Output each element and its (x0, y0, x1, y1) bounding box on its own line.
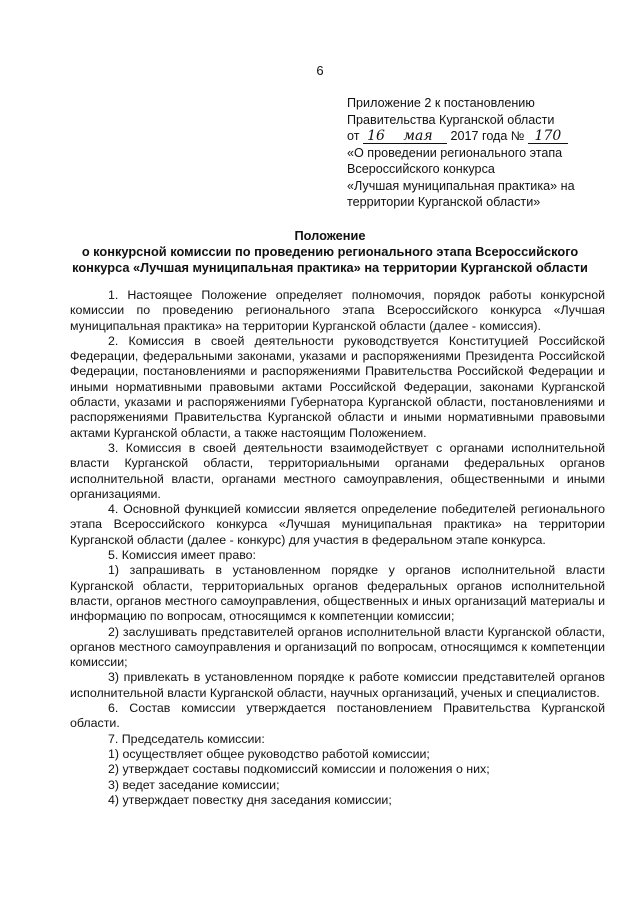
paragraph-5-item-1: 1) запрашивать в установленном порядке у органов исполнительной власти Курганской области, территориальных органов федеральных органов исполнительной власти, органов местного самоуправления, общественных и иных организаций материалы и информацию по вопросам, относящимся к компетенции комиссии; (70, 563, 605, 624)
date-prefix: от (347, 129, 360, 143)
title-line-1: Положение (294, 228, 366, 243)
date-day-handwritten: 16 (363, 130, 389, 144)
appendix-subject-3: «Лучшая муниципальная практика» на (347, 178, 575, 193)
document-title (60, 228, 600, 276)
paragraph-7-item-1: 1) осуществляет общее руководство работой комиссии; (108, 746, 430, 761)
appendix-date-line (347, 128, 627, 145)
paragraph-7-item-3: 3) ведет заседание комиссии; (108, 777, 280, 792)
paragraph-5: 5. Комиссия имеет право: (108, 548, 256, 563)
paragraph-5-item-2: 2) заслушивать представителей органов исполнительной власти Курганской области, органов местного самоуправления и организаций по вопросам, относящимся к компетенции комиссии; (70, 624, 605, 670)
paragraph-3: 3. Комиссия в своей деятельности взаимодействует с органами исполнительной власти Курганской области, территориальными органами федеральных органов исполнительной власти, органами местного самоуправления, общественными и иными организациями. (70, 440, 605, 501)
page-number: 6 (316, 63, 324, 78)
title-line-2: о конкурсной комиссии по проведению регионального этапа Всероссийского (81, 244, 579, 259)
paragraph-1: 1. Настоящее Положение определяет полномочия, порядок работы конкурсной комиссии по проведению регионального этапа Всероссийского конкурса «Лучшая муниципальная практика» на территории Курганской области (далее - комиссия). (70, 288, 605, 333)
paragraph-4: 4. Основной функцией комиссии является определение победителей регионального этапа Всероссийского конкурса «Лучшая муниципальная практика» на территории Курганской области (далее - конкурс) для участия в федеральном этапе конкурса. (70, 502, 605, 547)
appendix-subject-2: Всероссийского конкурса (347, 162, 495, 176)
document-number-handwritten: 170 (528, 130, 568, 144)
paragraph-2: 2. Комиссия в своей деятельности руководствуется Конституцией Российской Федерации, федеральными законами, указами и распоряжениями Президента Российской Федерации, постановлениями и распоряжениями Правительства Российской Федерации и иными нормативными правовыми актами Российской Федерации, законами Курганской области, указами и распоряжениями Губернатора Курганской области, постановлениями и распоряжениями Правительства Курганской области и иными нормативными правовыми актами Курганской области, а также настоящим Положением. (70, 333, 605, 440)
paragraph-7: 7. Председатель комиссии: (108, 731, 265, 746)
appendix-line-2: Правительства Курганской области (347, 112, 555, 127)
title-line-3: конкурса «Лучшая муниципальная практика» на территории Курганской области (72, 260, 588, 275)
appendix-subject-1: «О проведении регионального этапа (347, 145, 563, 160)
document-body (70, 288, 605, 808)
paragraph-5-item-3: 3) привлекать в установленном порядке к работе комиссии представителей органов исполнительной власти Курганской области, научных организаций, ученых и специалистов. (70, 670, 605, 700)
appendix-subject-4: территории Курганской области» (347, 195, 541, 209)
appendix-header (347, 95, 627, 211)
appendix-line-1: Приложение 2 к постановлению (347, 96, 535, 110)
date-year-text: 2017 года № (450, 129, 525, 143)
paragraph-7-item-4: 4) утверждает повестку дня заседания комиссии; (108, 792, 392, 807)
paragraph-6: 6. Состав комиссии утверждается постановлением Правительства Курганской области. (70, 701, 605, 731)
date-month-handwritten: мая (389, 130, 447, 144)
paragraph-7-item-2: 2) утверждает составы подкомиссий комиссии и положения о них; (108, 762, 490, 777)
